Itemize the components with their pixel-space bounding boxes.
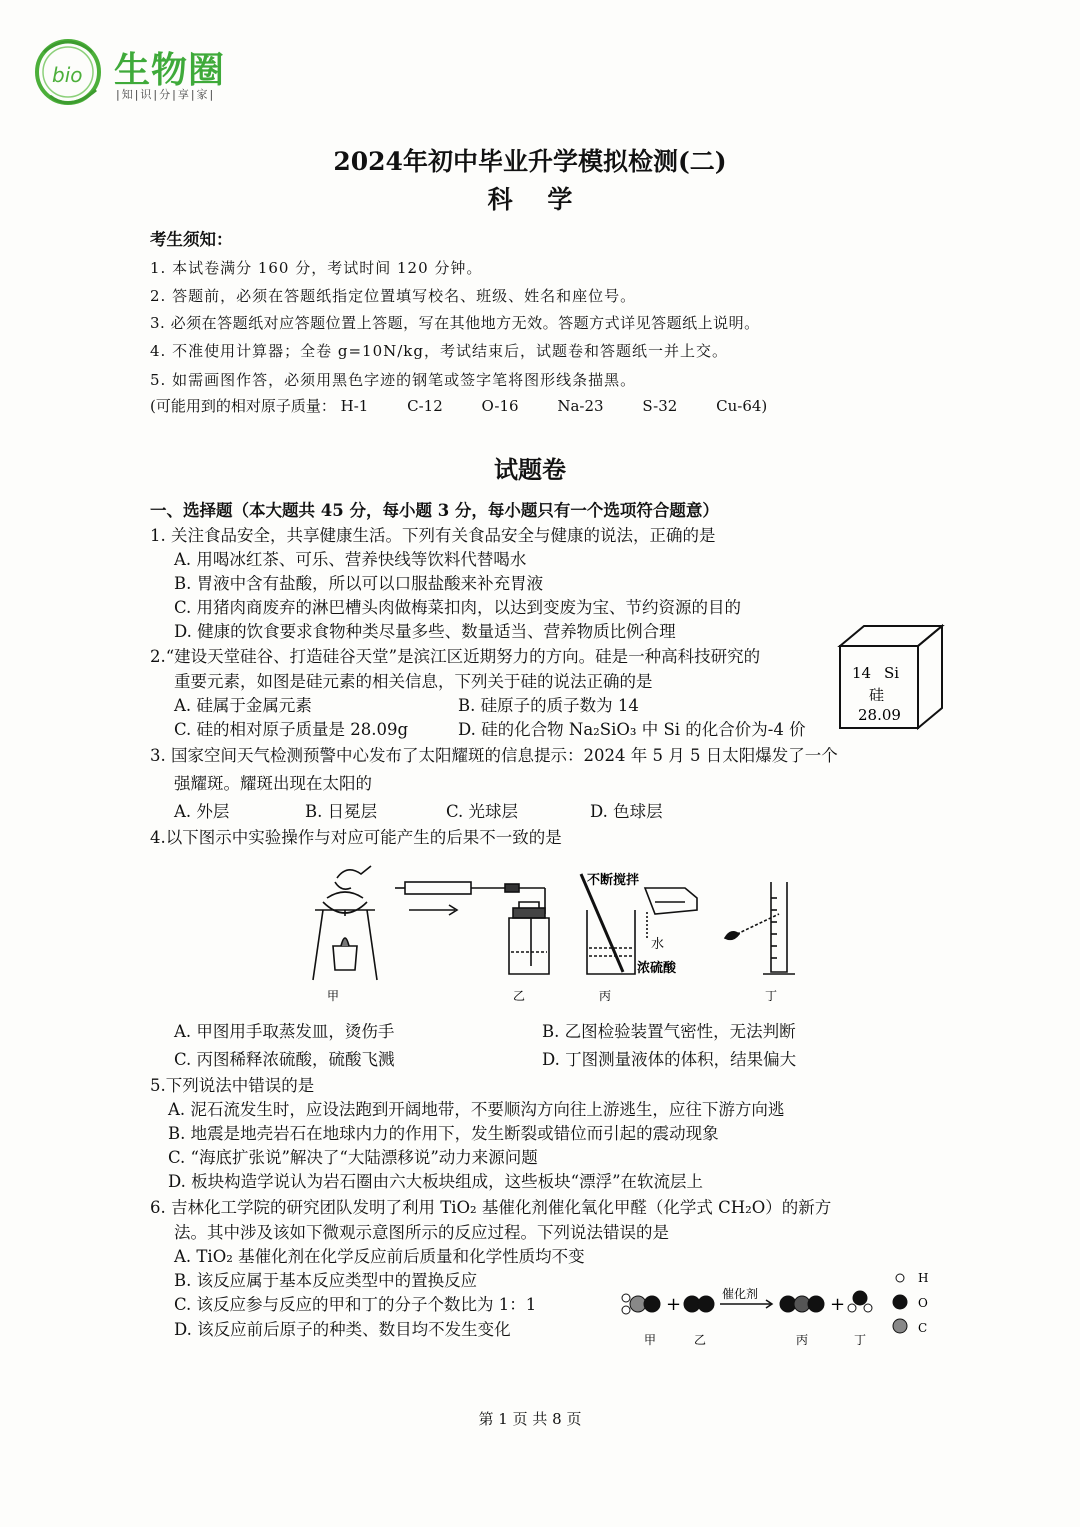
q1-option-d: D. 健康的饮食要求食物种类尽量多些、数量适当、营养物质比例合理 (174, 622, 676, 641)
q2-option-c: C. 硅的相对原子质量是 28.09g (174, 720, 409, 739)
q3-stem-2: 强耀斑。耀斑出现在太阳的 (174, 774, 372, 793)
figure-label-bing: 丙 (599, 989, 612, 1003)
figure-ding-cylinder (725, 882, 795, 974)
q1-option-c: C. 用猪肉商废弃的淋巴槽头肉做梅菜扣肉，以达到变废为宝、节约资源的目的 (174, 598, 742, 617)
q5-option-d: D. 板块构造学说认为岩石圈由六大板块组成，这些板块“漂浮”在软流层上 (168, 1172, 704, 1191)
notice-heading: 考生须知： (150, 230, 233, 249)
water-label: 水 (651, 937, 665, 952)
q2-stem-2: 重要元素，如图是硅元素的相关信息，下列关于硅的说法正确的是 (174, 672, 653, 691)
q5-stem: 5.下列说法中错误的是 (150, 1076, 315, 1095)
atomic-prefix: (可能用到的相对原子质量： (150, 397, 336, 415)
q1-option-b: B. 胃液中含有盐酸，所以可以口服盐酸来补充胃液 (174, 574, 544, 593)
figure-label-yi: 乙 (513, 989, 526, 1003)
plus-2: + (830, 1294, 846, 1315)
molecule-label-yi: 乙 (694, 1333, 707, 1347)
atomic-mass-na: Na-23 (557, 397, 604, 415)
q4-option-c: C. 丙图稀释浓硫酸，硫酸飞溅 (174, 1050, 395, 1069)
part-1-heading: 一、选择题（本大题共 45 分，每小题 3 分，每小题只有一个选项符合题意） (150, 501, 719, 520)
notice-item-5: 5. 如需画图作答，必须用黑色字迹的钢笔或签字笔将图形线条描黑。 (150, 371, 637, 389)
q2-stem-1: 2.“建设天堂硅谷、打造硅谷天堂”是滨江区近期努力的方向。硅是一种高科技研究的 (150, 647, 761, 666)
molecule-bing (780, 1296, 824, 1312)
q6-reaction-diagram (614, 1270, 944, 1350)
svg-text:bio: bio (52, 63, 83, 87)
atomic-masses (150, 396, 767, 416)
figure-label-jia: 甲 (327, 989, 340, 1003)
q4-option-d: D. 丁图测量液体的体积，结果偏大 (542, 1050, 797, 1069)
molecule-ding (848, 1291, 872, 1312)
atomic-mass-h: H-1 (340, 397, 369, 415)
page-title: 2024年初中毕业升学模拟检测(二) (333, 147, 727, 176)
q4-experiment-figure (305, 858, 825, 1008)
catalyst-label: 催化剂 (722, 1287, 759, 1301)
element-symbol: Si (884, 664, 900, 682)
legend-c: C (918, 1321, 928, 1335)
q2-option-b: B. 硅原子的质子数为 14 (458, 696, 639, 715)
atomic-mass-cu: Cu-64) (716, 397, 768, 415)
q3-option-d: D. 色球层 (590, 802, 663, 821)
figure-jia-tripod (313, 866, 377, 980)
q4-option-a: A. 甲图用手取蒸发皿，烫伤手 (174, 1022, 395, 1041)
q6-option-b: B. 该反应属于基本反应类型中的置换反应 (174, 1271, 478, 1290)
q4-option-b: B. 乙图检验装置气密性，无法判断 (542, 1022, 796, 1041)
notice-item-4: 4. 不准使用计算器；全卷 g=10N/kg，考试结束后，试题卷和答题纸一并上交。 (150, 342, 728, 360)
q6-stem-2: 法。其中涉及该如下微观示意图所示的反应过程。下列说法错误的是 (174, 1223, 669, 1242)
logo (30, 32, 260, 112)
q3-option-c: C. 光球层 (446, 802, 519, 821)
q5-option-a: A. 泥石流发生时，应设法跑到开阔地带，不要顺沟方向往上游逃生，应往下游方向逃 (168, 1100, 785, 1119)
section-title: 试题卷 (494, 455, 566, 484)
q6-stem-1: 6. 吉林化工学院的研究团队发明了利用 TiO₂ 基催化剂催化氧化甲醛（化学式 CH₂O）的新方 (150, 1198, 832, 1217)
q2-option-d: D. 硅的化合物 Na₂SiO₃ 中 Si 的化合价为-4 价 (458, 720, 806, 739)
atomic-mass-s: S-32 (642, 397, 678, 415)
logo-tagline: |知|识|分|享|家| (116, 88, 216, 101)
q5-option-c: C. “海底扩张说”解决了“大陆漂移说”动力来源问题 (168, 1148, 538, 1167)
element-number: 14 (852, 664, 872, 682)
molecule-yi (684, 1296, 714, 1312)
legend-o: O (918, 1296, 928, 1310)
molecule-jia (622, 1294, 660, 1314)
stir-label: 不断搅拌 (587, 873, 640, 888)
page-footer: 第 1 页 共 8 页 (478, 1410, 582, 1428)
q2-option-a: A. 硅属于金属元素 (174, 696, 312, 715)
q6-option-c: C. 该反应参与反应的甲和丁的分子个数比为 1：1 (174, 1295, 537, 1314)
atom-legend (893, 1274, 907, 1333)
element-name: 硅 (869, 686, 885, 704)
bio-logo-icon (30, 32, 110, 110)
figure-bing-dilution (581, 874, 697, 974)
element-mass: 28.09 (858, 706, 901, 724)
molecule-label-jia: 甲 (644, 1333, 657, 1347)
q3-option-a: A. 外层 (174, 802, 230, 821)
q6-option-d: D. 该反应前后原子的种类、数目均不发生变化 (174, 1320, 511, 1339)
molecule-label-ding: 丁 (854, 1333, 867, 1347)
q1-option-a: A. 用喝冰红茶、可乐、营养快线等饮料代替喝水 (174, 550, 527, 569)
notice-item-1: 1. 本试卷满分 160 分，考试时间 120 分钟。 (150, 259, 483, 277)
q4-stem: 4.以下图示中实验操作与对应可能产生的后果不一致的是 (150, 828, 562, 847)
q5-option-b: B. 地震是地壳岩石在地球内力的作用下，发生断裂或错位而引起的震动现象 (168, 1124, 719, 1143)
plus-1: + (666, 1294, 682, 1315)
acid-label: 浓硫酸 (637, 961, 677, 976)
q6-option-a: A. TiO₂ 基催化剂在化学反应前后质量和化学性质均不变 (174, 1247, 585, 1266)
page-subject: 科 学 (487, 185, 573, 214)
figure-label-ding: 丁 (765, 989, 778, 1003)
legend-h: H (918, 1271, 929, 1285)
molecule-label-bing: 丙 (796, 1333, 809, 1347)
atomic-mass-c: C-12 (407, 397, 443, 415)
q1-stem: 1. 关注食品安全，共享健康生活。下列有关食品安全与健康的说法，正确的是 (150, 526, 716, 545)
q3-option-b: B. 日冕层 (305, 802, 378, 821)
atomic-mass-o: O-16 (481, 397, 519, 415)
logo-name: 生物圈 (114, 50, 226, 91)
notice-item-2: 2. 答题前，必须在答题纸指定位置填写校名、班级、姓名和座位号。 (150, 287, 637, 305)
silicon-element-cube (836, 622, 946, 732)
notice-item-3: 3. 必须在答题纸对应答题位置上答题，写在其他地方无效。答题方式详见答题纸上说明。 (150, 314, 760, 332)
figure-yi-syringe (395, 882, 549, 974)
q3-stem-1: 3. 国家空间天气检测预警中心发布了太阳耀斑的信息提示：2024 年 5 月 5 日太阳爆发了一个 (150, 746, 838, 765)
